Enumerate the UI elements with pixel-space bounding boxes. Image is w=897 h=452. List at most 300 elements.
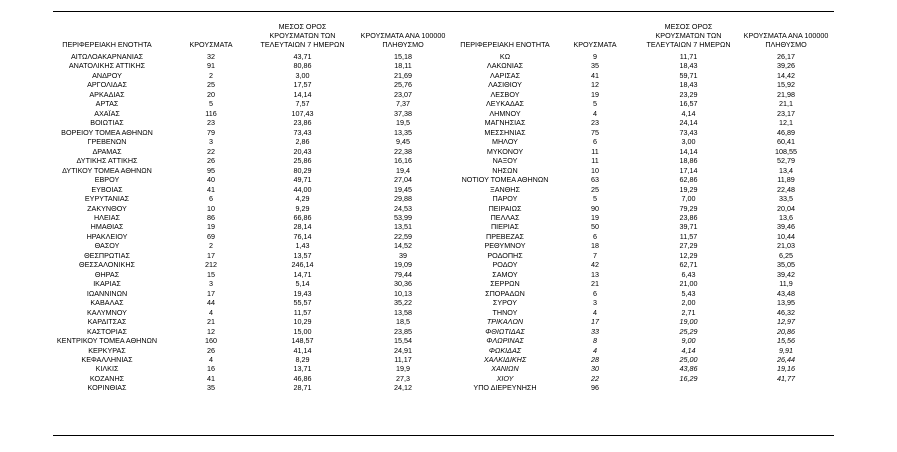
header-region-right: ΠΕΡΙΦΕΡΕΙΑΚΗ ΕΝΟΤΗΤΑ [460, 40, 550, 49]
cell-cases-right: 17 [591, 317, 599, 327]
cell-cases-left: 4 [209, 355, 213, 364]
cell-avg-right: 11,71 [679, 52, 698, 61]
cell-avg-left: 1,43 [295, 241, 310, 251]
cell-avg-right: 27,29 [679, 241, 698, 251]
cell-per100k-left: 13,51 [394, 222, 412, 232]
table-row [53, 232, 834, 241]
cell-region-right: ΣΠΟΡΑΔΩΝ [485, 288, 525, 298]
cell-cases-left: 22 [207, 146, 215, 156]
cell-cases-right: 96 [591, 383, 599, 393]
cell-avg-left: 73,43 [293, 127, 312, 137]
cell-cases-left: 4 [209, 307, 213, 317]
cell-avg-left: 3,00 [295, 70, 310, 80]
cell-cases-right: 13 [591, 269, 599, 279]
cell-region-left: ΚΙΛΚΙΣ [95, 364, 119, 374]
cell-cases-left: 116 [205, 108, 217, 118]
cell-per100k-left: 25,76 [394, 80, 412, 90]
cell-region-left: ΒΟΙΩΤΙΑΣ [90, 118, 124, 128]
cell-avg-right: 7,00 [681, 194, 696, 204]
cell-region-right: ΦΘΙΩΤΙΔΑΣ [485, 326, 525, 336]
cell-per100k-left: 29,88 [394, 194, 412, 204]
cell-avg-right: 19,29 [679, 184, 698, 194]
cell-per100k-left: 19,09 [394, 260, 412, 270]
cell-per100k-left: 19,4 [396, 165, 410, 175]
cell-cases-right: 9 [593, 52, 597, 61]
cell-avg-left: 4,29 [295, 194, 310, 204]
table-row [53, 147, 834, 156]
cell-cases-left: 12 [207, 326, 215, 336]
cell-region-right: ΧΙΟΥ [496, 373, 514, 383]
header-cases-right: ΚΡΟΥΣΜΑΤΑ [573, 40, 617, 49]
cell-avg-right: 62,86 [679, 175, 698, 185]
cell-avg-right: 18,43 [679, 80, 698, 90]
cell-region-left: ΗΛΕΙΑΣ [93, 212, 121, 222]
cell-region-right: ΡΟΔΟΠΗΣ [487, 250, 523, 260]
cell-cases-right: 5 [593, 194, 597, 204]
cell-per100k-right: 26,17 [777, 52, 795, 61]
cell-per100k-right: 15,92 [777, 80, 795, 90]
table-row [53, 279, 834, 288]
table-row [53, 128, 834, 137]
cell-region-right: ΛΕΥΚΑΔΑΣ [485, 99, 524, 109]
cell-avg-right: 11,57 [679, 231, 698, 241]
cell-avg-right: 12,29 [679, 250, 698, 260]
cell-avg-left: 13,71 [293, 364, 312, 374]
cell-region-right: ΠΑΡΟΥ [492, 194, 518, 204]
cell-region-left: ΑΡΤΑΣ [95, 99, 119, 109]
cell-avg-left: 246,14 [291, 260, 314, 270]
table-row [53, 156, 834, 165]
cell-cases-right: 33 [591, 326, 599, 336]
cell-cases-left: 41 [207, 184, 215, 194]
cell-cases-right: 18 [591, 241, 599, 251]
cell-per100k-right: 11,9 [779, 279, 793, 289]
cell-per100k-left: 7,37 [396, 99, 410, 109]
cell-region-left: ΑΝΔΡΟΥ [92, 70, 122, 80]
cell-region-left: ΙΩΑΝΝΙΝΩΝ [86, 288, 128, 298]
cell-cases-left: 32 [207, 52, 215, 61]
cell-avg-left: 41,14 [293, 345, 312, 355]
cell-per100k-left: 10,13 [394, 288, 412, 298]
cell-cases-left: 20 [207, 89, 215, 99]
cell-avg-left: 76,14 [293, 231, 312, 241]
cell-per100k-left: 27,04 [394, 175, 412, 185]
cell-cases-left: 40 [207, 175, 215, 185]
cell-region-right: ΜΑΓΝΗΣΙΑΣ [484, 118, 526, 128]
cell-region-left: ΚΑΛΥΜΝΟΥ [87, 307, 127, 317]
cell-avg-left: 25,86 [293, 156, 312, 166]
cell-region-left: ΚΕΦΑΛΛΗΝΙΑΣ [81, 355, 133, 364]
cell-region-right: ΥΠΟ ΔΙΕΡΕΥΝΗΣΗ [473, 383, 537, 393]
table-row [53, 251, 834, 260]
cell-region-left: ΚΑΣΤΟΡΙΑΣ [87, 326, 127, 336]
cell-avg-right: 79,29 [679, 203, 698, 213]
cell-cases-left: 15 [207, 269, 215, 279]
cell-cases-left: 21 [207, 317, 215, 327]
cell-region-left: ΚΑΒΑΛΑΣ [90, 298, 124, 308]
cell-cases-right: 25 [591, 184, 599, 194]
table-row [53, 374, 834, 383]
cell-region-left: ΘΑΣΟΥ [94, 241, 120, 251]
cell-per100k-right: 20,04 [777, 203, 795, 213]
table-row [53, 355, 834, 364]
cell-avg-right: 9,00 [681, 336, 696, 346]
cell-cases-left: 10 [207, 203, 215, 213]
cell-region-right: ΦΩΚΙΔΑΣ [488, 345, 522, 355]
cell-region-right: ΠΙΕΡΙΑΣ [490, 222, 519, 232]
cell-region-left: ΕΥΒΟΙΑΣ [91, 184, 123, 194]
cell-cases-right: 22 [591, 373, 599, 383]
cell-per100k-left: 18,5 [396, 317, 410, 327]
cell-per100k-left: 24,91 [394, 345, 412, 355]
cell-avg-left: 80,86 [293, 61, 312, 71]
table-row [53, 364, 834, 373]
cell-avg-right: 19,00 [679, 317, 698, 327]
cell-avg-right: 43,86 [679, 364, 698, 374]
cell-cases-left: 26 [207, 156, 215, 166]
cell-avg-left: 80,29 [293, 165, 312, 175]
cell-region-right: ΡΟΔΟΥ [492, 260, 518, 270]
table-row [53, 270, 834, 279]
cell-avg-left: 14,14 [293, 89, 312, 99]
cell-per100k-right: 21,1 [779, 99, 793, 109]
cell-region-left: ΑΧΑΪΑΣ [94, 108, 120, 118]
cell-region-left: ΚΟΡΙΝΘΙΑΣ [87, 383, 127, 393]
cell-cases-left: 19 [207, 222, 215, 232]
cell-avg-right: 17,14 [679, 165, 698, 175]
cell-region-right: ΦΛΩΡΙΝΑΣ [486, 336, 524, 346]
cell-cases-left: 23 [207, 118, 215, 128]
cell-avg-left: 5,14 [295, 279, 310, 289]
cell-region-left: ΓΡΕΒΕΝΩΝ [87, 137, 127, 147]
cell-region-right: ΜΕΣΣΗΝΙΑΣ [484, 127, 526, 137]
cell-per100k-left: 15,54 [394, 336, 412, 346]
table-row [53, 166, 834, 175]
cell-per100k-right: 46,32 [777, 307, 795, 317]
cell-cases-right: 19 [591, 212, 599, 222]
cell-avg-right: 18,86 [679, 156, 698, 166]
cell-avg-right: 5,43 [681, 288, 696, 298]
cell-per100k-left: 16,16 [394, 156, 412, 166]
table-row [53, 289, 834, 298]
cell-per100k-left: 18,11 [394, 61, 412, 71]
cell-cases-right: 4 [593, 108, 597, 118]
cell-avg-left: 66,86 [293, 212, 312, 222]
cell-region-right: ΛΑΚΩΝΙΑΣ [486, 61, 524, 71]
cell-per100k-right: 15,56 [777, 336, 795, 346]
cell-per100k-left: 22,59 [394, 231, 412, 241]
cell-region-right: ΤΡΙΚΑΛΩΝ [486, 317, 524, 327]
cell-avg-left: 13,57 [293, 250, 312, 260]
cell-avg-right: 4,14 [681, 345, 696, 355]
cell-region-left: ΔΥΤΙΚΗΣ ΑΤΤΙΚΗΣ [76, 156, 138, 166]
cell-per100k-right: 21,03 [777, 241, 795, 251]
table-row [53, 204, 834, 213]
table-row [53, 194, 834, 203]
cell-region-left: ΖΑΚΥΝΘΟΥ [87, 203, 127, 213]
cell-region-left: ΚΑΡΔΙΤΣΑΣ [87, 317, 127, 327]
cell-avg-right: 4,14 [681, 108, 696, 118]
cell-region-left: ΚΟΖΑΝΗΣ [89, 373, 125, 383]
table-row [53, 175, 834, 184]
cell-per100k-left: 23,85 [394, 326, 412, 336]
table-row [53, 213, 834, 222]
cell-cases-right: 50 [591, 222, 599, 232]
cell-per100k-left: 24,12 [394, 383, 412, 393]
cell-cases-left: 44 [207, 298, 215, 308]
cell-region-right: ΧΑΝΙΩΝ [491, 364, 519, 374]
table-row [53, 137, 834, 146]
cell-cases-right: 6 [593, 288, 597, 298]
cell-avg-right: 39,71 [679, 222, 698, 232]
cell-avg-right: 59,71 [679, 70, 698, 80]
cell-per100k-left: 13,35 [394, 127, 412, 137]
cell-avg-left: 46,86 [293, 373, 312, 383]
cell-cases-right: 23 [591, 118, 599, 128]
cell-cases-right: 75 [591, 127, 599, 137]
cell-region-left: ΔΥΤΙΚΟΥ ΤΟΜΕΑ ΑΘΗΝΩΝ [62, 165, 152, 175]
table-row [53, 346, 834, 355]
cell-avg-left: 107,43 [291, 108, 314, 118]
cell-region-left: ΕΒΡΟΥ [94, 175, 120, 185]
cell-cases-left: 95 [207, 165, 215, 175]
cell-avg-right: 2,00 [681, 298, 696, 308]
table-row [53, 327, 834, 336]
cell-region-right: ΚΩ [499, 52, 511, 61]
cell-cases-left: 160 [205, 336, 217, 346]
header-region-left: ΠΕΡΙΦΕΡΕΙΑΚΗ ΕΝΟΤΗΤΑ [62, 40, 152, 49]
cell-cases-right: 11 [591, 156, 599, 166]
cell-region-right: ΣΕΡΡΩΝ [490, 279, 520, 289]
cell-per100k-right: 39,46 [777, 222, 795, 232]
cell-cases-left: 26 [207, 345, 215, 355]
table-row [53, 336, 834, 345]
cell-per100k-right: 13,4 [779, 165, 793, 175]
cell-avg-right: 18,43 [679, 61, 698, 71]
cell-cases-left: 35 [207, 383, 215, 393]
cell-cases-left: 16 [207, 364, 215, 374]
cell-avg-right: 16,29 [679, 373, 698, 383]
cell-per100k-right: 41,77 [777, 373, 795, 383]
cell-region-right: ΛΗΜΝΟΥ [489, 108, 521, 118]
cell-avg-left: 49,71 [293, 175, 312, 185]
cell-region-left: ΑΡΚΑΔΙΑΣ [89, 89, 125, 99]
cell-region-right: ΠΕΛΛΑΣ [490, 212, 520, 222]
cell-per100k-right: 26,44 [777, 355, 795, 364]
cell-avg-left: 14,71 [293, 269, 312, 279]
cell-avg-left: 9,29 [295, 203, 310, 213]
cell-avg-right: 23,86 [679, 212, 698, 222]
cell-cases-left: 3 [209, 279, 213, 289]
cell-region-right: ΝΟΤΙΟΥ ΤΟΜΕΑ ΑΘΗΝΩΝ [461, 175, 549, 185]
cell-per100k-left: 14,52 [394, 241, 412, 251]
cell-per100k-right: 108,55 [775, 146, 797, 156]
cell-cases-left: 212 [205, 260, 217, 270]
cell-per100k-left: 39 [399, 250, 407, 260]
cell-cases-left: 6 [209, 194, 213, 204]
cell-per100k-right: 39,26 [777, 61, 795, 71]
cell-avg-right: 62,71 [679, 260, 698, 270]
cell-per100k-left: 24,53 [394, 203, 412, 213]
cell-avg-right: 23,29 [679, 89, 698, 99]
cell-region-right: ΣΑΜΟΥ [492, 269, 518, 279]
cell-per100k-left: 22,38 [394, 146, 412, 156]
cell-avg-left: 20,43 [293, 146, 312, 156]
cell-per100k-left: 53,99 [394, 212, 412, 222]
cell-per100k-left: 37,38 [394, 108, 412, 118]
cell-region-right: ΣΥΡΟΥ [492, 298, 518, 308]
cell-per100k-left: 19,9 [396, 364, 410, 374]
table-row [53, 185, 834, 194]
cell-cases-left: 86 [207, 212, 215, 222]
cell-per100k-right: 21,98 [777, 89, 795, 99]
cell-avg-right: 3,00 [681, 137, 696, 147]
cell-per100k-left: 21,69 [394, 70, 412, 80]
cell-cases-right: 19 [591, 89, 599, 99]
cell-region-right: ΛΑΣΙΘΙΟΥ [488, 80, 522, 90]
cell-per100k-left: 9,45 [396, 137, 410, 147]
cell-avg-left: 19,43 [293, 288, 312, 298]
cell-avg-left: 55,57 [293, 298, 312, 308]
cell-cases-right: 4 [593, 307, 597, 317]
cell-avg-left: 15,00 [293, 326, 312, 336]
cell-per100k-left: 19,5 [396, 118, 410, 128]
cell-avg-left: 8,29 [295, 355, 310, 364]
cell-region-left: ΗΜΑΘΙΑΣ [90, 222, 124, 232]
cell-region-left: ΚΕΡΚΥΡΑΣ [88, 345, 126, 355]
cell-per100k-right: 23,17 [777, 108, 795, 118]
cell-region-left: ΑΙΤΩΛΟΑΚΑΡΝΑΝΙΑΣ [70, 52, 144, 61]
cell-region-right: ΠΡΕΒΕΖΑΣ [486, 231, 524, 241]
cell-per100k-right: 19,16 [777, 364, 795, 374]
cell-per100k-left: 23,07 [394, 89, 412, 99]
table-row [53, 90, 834, 99]
cell-avg-left: 44,00 [293, 184, 312, 194]
cell-region-right: ΜΥΚΟΝΟΥ [486, 146, 524, 156]
cell-cases-right: 6 [593, 137, 597, 147]
table-row [53, 308, 834, 317]
cell-cases-left: 2 [209, 241, 213, 251]
header-cases-left: ΚΡΟΥΣΜΑΤΑ [189, 40, 233, 49]
cell-region-left: ΚΕΝΤΡΙΚΟΥ ΤΟΜΕΑ ΑΘΗΝΩΝ [56, 336, 158, 346]
cell-cases-left: 79 [207, 127, 215, 137]
cell-cases-left: 25 [207, 80, 215, 90]
cell-region-left: ΑΝΑΤΟΛΙΚΗΣ ΑΤΤΙΚΗΣ [68, 61, 146, 71]
header-per100k-left: ΚΡΟΥΣΜΑΤΑ ΑΝΑ 100000 ΠΛΗΘΥΣΜΟ [360, 31, 446, 49]
cell-avg-right: 14,14 [679, 146, 698, 156]
table-row [53, 52, 834, 61]
cell-region-left: ΕΥΡΥΤΑΝΙΑΣ [84, 194, 130, 204]
cell-per100k-right: 6,25 [779, 250, 793, 260]
cell-cases-left: 3 [209, 137, 213, 147]
cell-avg-left: 23,86 [293, 118, 312, 128]
cell-region-right: ΡΕΘΥΜΝΟΥ [484, 241, 526, 251]
cell-cases-right: 12 [591, 80, 599, 90]
cell-cases-right: 11 [591, 146, 599, 156]
cell-per100k-left: 11,17 [394, 355, 412, 364]
cell-avg-right: 25,29 [679, 326, 698, 336]
header-per100k-right: ΚΡΟΥΣΜΑΤΑ ΑΝΑ 100000 ΠΛΗΘΥΣΜΟ [743, 31, 829, 49]
table-row [53, 222, 834, 231]
table-row [53, 61, 834, 70]
cell-per100k-left: 35,22 [394, 298, 412, 308]
cell-avg-left: 11,57 [293, 307, 312, 317]
cell-avg-right: 2,71 [681, 307, 696, 317]
cell-cases-left: 17 [207, 288, 215, 298]
cell-region-left: ΘΕΣΠΡΩΤΙΑΣ [84, 250, 130, 260]
cell-per100k-left: 27,3 [396, 373, 410, 383]
cell-cases-left: 2 [209, 70, 213, 80]
cell-region-right: ΜΗΛΟΥ [492, 137, 518, 147]
cell-cases-right: 21 [591, 279, 599, 289]
cell-per100k-left: 13,58 [394, 307, 412, 317]
cell-cases-right: 41 [591, 70, 599, 80]
cell-avg-left: 28,14 [293, 222, 312, 232]
cell-avg-left: 10,29 [293, 317, 312, 327]
table-row [53, 260, 834, 269]
cell-avg-right: 25,00 [679, 355, 698, 364]
cell-cases-right: 7 [593, 250, 597, 260]
cell-cases-right: 8 [593, 336, 597, 346]
cell-region-left: ΙΚΑΡΙΑΣ [93, 279, 121, 289]
cell-per100k-right: 10,44 [777, 231, 795, 241]
cell-avg-right: 6,43 [681, 269, 696, 279]
cell-region-right: ΧΑΛΚΙΔΙΚΗΣ [483, 355, 527, 364]
cell-avg-right: 16,57 [679, 99, 698, 109]
cell-cases-right: 42 [591, 260, 599, 270]
cell-avg-left: 28,71 [293, 383, 312, 393]
top-rule [53, 11, 834, 12]
cell-per100k-right: 43,48 [777, 288, 795, 298]
cell-per100k-right: 12,97 [777, 317, 795, 327]
cell-region-right: ΤΗΝΟΥ [492, 307, 518, 317]
cell-per100k-right: 13,6 [779, 212, 793, 222]
table-row [53, 298, 834, 307]
cell-per100k-left: 19,45 [394, 184, 412, 194]
cell-region-right: ΞΑΝΘΗΣ [490, 184, 520, 194]
table-row [53, 241, 834, 250]
data-table [53, 52, 834, 393]
cell-per100k-right: 14,42 [777, 70, 795, 80]
cell-per100k-left: 79,44 [394, 269, 412, 279]
cell-region-left: ΘΕΣΣΑΛΟΝΙΚΗΣ [79, 260, 135, 270]
cell-avg-left: 2,86 [295, 137, 310, 147]
cell-cases-right: 10 [591, 165, 599, 175]
cell-region-right: ΠΕΙΡΑΙΩΣ [488, 203, 522, 213]
cell-region-right: ΝΗΣΩΝ [492, 165, 518, 175]
table-row [53, 71, 834, 80]
table-row [53, 99, 834, 108]
cell-per100k-right: 35,05 [777, 260, 795, 270]
table-row [53, 383, 834, 392]
cell-avg-left: 43,71 [293, 52, 312, 61]
cell-cases-right: 3 [593, 298, 597, 308]
cell-region-left: ΔΡΑΜΑΣ [92, 146, 122, 156]
cell-avg-left: 148,57 [291, 336, 314, 346]
cell-cases-left: 69 [207, 231, 215, 241]
cell-avg-right: 24,14 [679, 118, 698, 128]
cell-cases-right: 5 [593, 99, 597, 109]
header-avg-left: ΜΕΣΟΣ ΟΡΟΣ ΚΡΟΥΣΜΑΤΩΝ ΤΩΝ ΤΕΛΕΥΤΑΙΩΝ 7 ΗΜΕΡΩΝ [260, 22, 345, 49]
cell-cases-right: 90 [591, 203, 599, 213]
cell-cases-right: 63 [591, 175, 599, 185]
cell-region-left: ΑΡΓΟΛΙΔΑΣ [87, 80, 127, 90]
cell-per100k-right: 39,42 [777, 269, 795, 279]
cell-region-right: ΝΑΞΟΥ [492, 156, 518, 166]
cell-cases-right: 6 [593, 231, 597, 241]
cell-cases-right: 4 [593, 345, 597, 355]
header-avg-right: ΜΕΣΟΣ ΟΡΟΣ ΚΡΟΥΣΜΑΤΩΝ ΤΩΝ ΤΕΛΕΥΤΑΙΩΝ 7 ΗΜΕΡΩΝ [646, 22, 731, 49]
